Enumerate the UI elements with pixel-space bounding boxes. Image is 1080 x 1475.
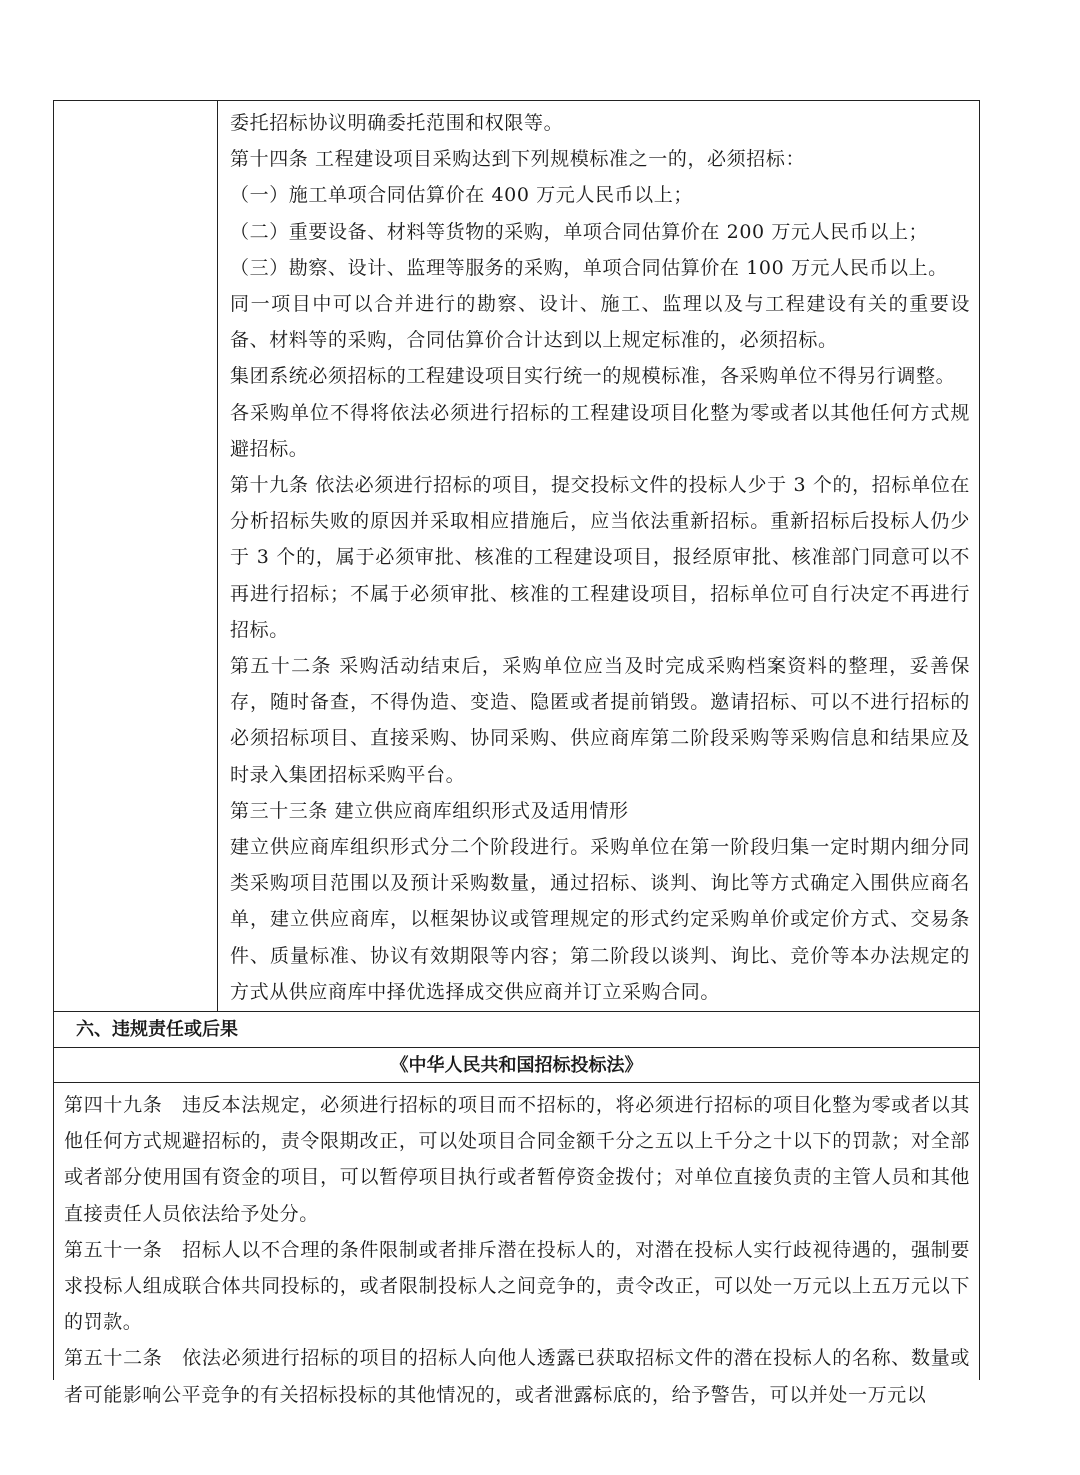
row-label-cell — [54, 101, 218, 1011]
penalty-paragraph: 第四十九条 违反本法规定，必须进行招标的项目而不招标的，将必须进行招标的项目化整为零或者以其他任何方式规避招标的，责令限期改正，可以处项目合同金额千分之五以上千分之十以下的罚款；对全部或者部分使用国有资金的项目，可以暂停项目执行或者暂停资金拨付；对单位直接负责的主管人员和其他直接责任人员依法给予处分。 — [64, 1094, 970, 1225]
provision-paragraph: 各采购单位不得将依法必须进行招标的工程建设项目化整为零或者以其他任何方式规避招标。 — [230, 401, 970, 460]
provision-paragraph: 建立供应商库组织形式分二个阶段进行。采购单位在第一阶段归集一定时期内细分同类采购项目范围以及预计采购数量，通过招标、谈判、询比等方式确定入围供应商名单，建立供应商库，以框架协议或管理规定的形式约定采购单价或定价方式、交易条件、质量标准、协议有效期限等内容；第二阶段以谈判、询比、竞价等本办法规定的方式从供应商库中择优选择成交供应商并订立采购合同。 — [230, 836, 970, 1003]
provision-paragraph: 同一项目中可以合并进行的勘察、设计、施工、监理以及与工程建设有关的重要设备、材料等的采购，合同估算价合计达到以上规定标准的，必须招标。 — [230, 293, 970, 352]
provision-paragraph: （一）施工单项合同估算价在 400 万元人民币以上； — [230, 184, 693, 207]
provision-paragraph: 第三十三条 建立供应商库组织形式及适用情形 — [230, 799, 629, 822]
provision-paragraph: （三）勘察、设计、监理等服务的采购，单项合同估算价在 100 万元人民币以上。 — [230, 256, 948, 279]
penalty-cell — [64, 1087, 970, 1413]
provision-paragraph: 第五十二条 采购活动结束后，采购单位应当及时完成采购档案资料的整理，妥善保存，随时备查，不得伪造、变造、隐匿或者提前销毁。邀请招标、可以不进行招标的必须招标项目、直接采购、协同采购、供应商库第二阶段采购等采购信息和结果应及时录入集团招标采购平台。 — [230, 655, 970, 786]
section-header: 六、违规责任或后果 — [54, 1012, 979, 1048]
provision-paragraph: （二）重要设备、材料等货物的采购，单项合同估算价在 200 万元人民币以上； — [230, 220, 929, 243]
provisions-row — [54, 101, 979, 1012]
provision-paragraph: 集团系统必须招标的工程建设项目实行统一的规模标准，各采购单位不得另行调整。 — [230, 365, 956, 388]
provision-paragraph: 第十四条 工程建设项目采购达到下列规模标准之一的，必须招标： — [230, 148, 806, 171]
penalty-paragraph: 第五十二条 依法必须进行招标的项目的招标人向他人透露已获取招标文件的潜在投标人的名称、数量或者可能影响公平竞争的有关招标投标的其他情况的，或者泄露标底的，给予警告，可以并处一万元以 — [64, 1347, 970, 1406]
provisions-cell — [230, 105, 970, 1010]
provision-paragraph: 第十九条 依法必须进行招标的项目，提交投标文件的投标人少于 3 个的，招标单位在分析招标失败的原因并采取相应措施后，应当依法重新招标。重新招标后投标人仍少于 3 个的，属于必须审批、核准的工程建设项目，报经原审批、核准部门同意可以不再进行招标；不属于必须审批、核准的工程建设项目，招标单位可自行决定不再进行招标。 — [230, 474, 970, 641]
penalty-paragraph: 第五十一条 招标人以不合理的条件限制或者排斥潜在投标人的，对潜在投标人实行歧视待遇的，强制要求投标人组成联合体共同投标的，或者限制投标人之间竞争的，责令改正，可以处一万元以上五万元以下的罚款。 — [64, 1238, 970, 1334]
provision-paragraph: 委托招标协议明确委托范围和权限等。 — [230, 112, 564, 134]
document-table — [53, 100, 980, 1406]
law-title: 《中华人民共和国招标投标法》 — [54, 1048, 979, 1083]
